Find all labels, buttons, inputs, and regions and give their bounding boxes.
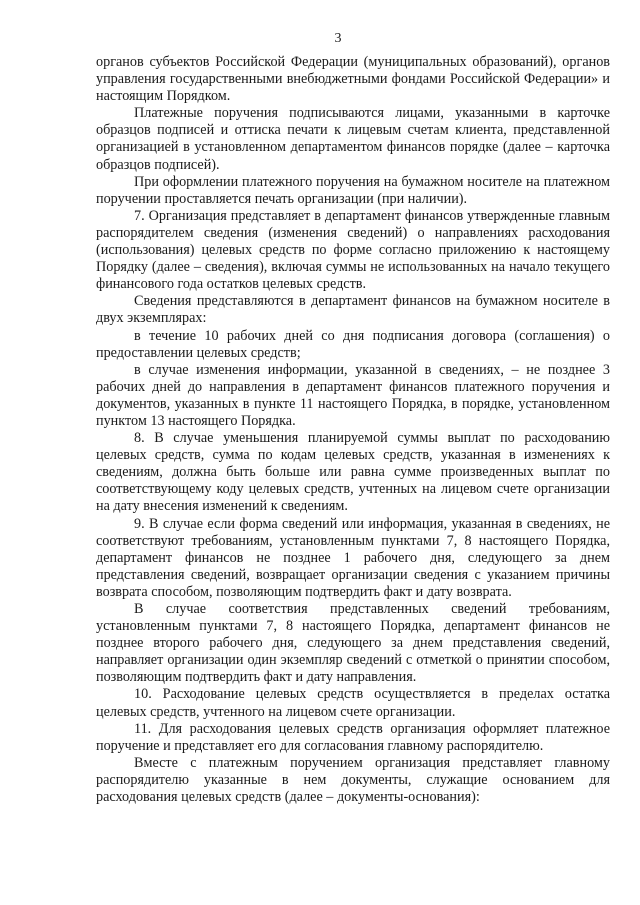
- paragraph-signatures: Платежные поручения подписываются лицами, указанными в карточке образцов подписей и оттиска печати к лицевым счетам клиента, представленной организацией в установленном департаментом финансов порядке (далее – карточка образцов подписей).: [96, 105, 610, 173]
- paragraph-item-10: 10. Расходование целевых средств осуществляется в пределах остатка целевых средств, учтенного на лицевом счете организации.: [96, 686, 610, 720]
- paragraph-item-9-compliance: В случае соответствия представленных сведений требованиям, установленным пунктами 7, 8 настоящего Порядка, департамент финансов не позднее второго рабочего дня, следующего за днем представления сведений, направляет организации один экземпляр сведений с отметкой о принятии способом, позволяющим подтвердить факт и дату направления.: [96, 601, 610, 686]
- paragraph-item-8: 8. В случае уменьшения планируемой суммы выплат по расходованию целевых средств, сумма по кодам целевых средств, указанная в изменениях к сведениям, должна быть больше или равна сумме произведенных выплат по соответствующему коду целевых средств, учтенных на лицевом счете организации на дату внесения изменений к сведениям.: [96, 430, 610, 515]
- paragraph-item-11-documents: Вместе с платежным поручением организация представляет главному распорядителю указанные в нем документы, служащие основанием для расходования целевых средств (далее – документы-основания):: [96, 754, 610, 806]
- paragraph-item-7: 7. Организация представляет в департамент финансов утвержденные главным распорядителем сведения (изменения сведений) о направлениях расходования (использования) целевых средств по форме согласно приложению к настоящему Порядку (далее – сведения), включая суммы не использованных на начало текущего финансового года остатков целевых средств.: [96, 207, 610, 293]
- paragraph-deadline-10-days: в течение 10 рабочих дней со дня подписания договора (соглашения) о предоставлении целевых средств;: [96, 327, 610, 361]
- paragraph-seal: При оформлении платежного поручения на бумажном носителе на платежном поручении проставляется печать организации (при наличии).: [96, 173, 610, 207]
- paragraph-deadline-3-days: в случае изменения информации, указанной в сведениях, – не позднее 3 рабочих дней до направления в департамент финансов платежного поручения и документов, указанных в пункте 11 настоящего Порядка, в порядке, установленном пунктом 13 настоящего Порядка.: [96, 361, 610, 429]
- paragraph-continuation: органов субъектов Российской Федерации (муниципальных образований), органов управления государственными внебюджетными фондами Российской Федерации» и настоящим Порядком.: [96, 54, 610, 105]
- page-number: 3: [334, 31, 342, 46]
- paragraph-copies: Сведения представляются в департамент финансов на бумажном носителе в двух экземплярах:: [96, 293, 610, 327]
- paragraph-item-9: 9. В случае если форма сведений или информация, указанная в сведениях, не соответствуют требованиям, установленным пунктами 7, 8 настоящего Порядка, департамент финансов не позднее 1 рабочего дня, следующего за днем представления сведений, возвращает организации сведения с указанием причины возврата способом, позволяющим подтвердить факт и дату возврата.: [96, 515, 610, 600]
- paragraph-item-11: 11. Для расходования целевых средств организация оформляет платежное поручение и представляет его для согласования главному распорядителю.: [96, 720, 610, 754]
